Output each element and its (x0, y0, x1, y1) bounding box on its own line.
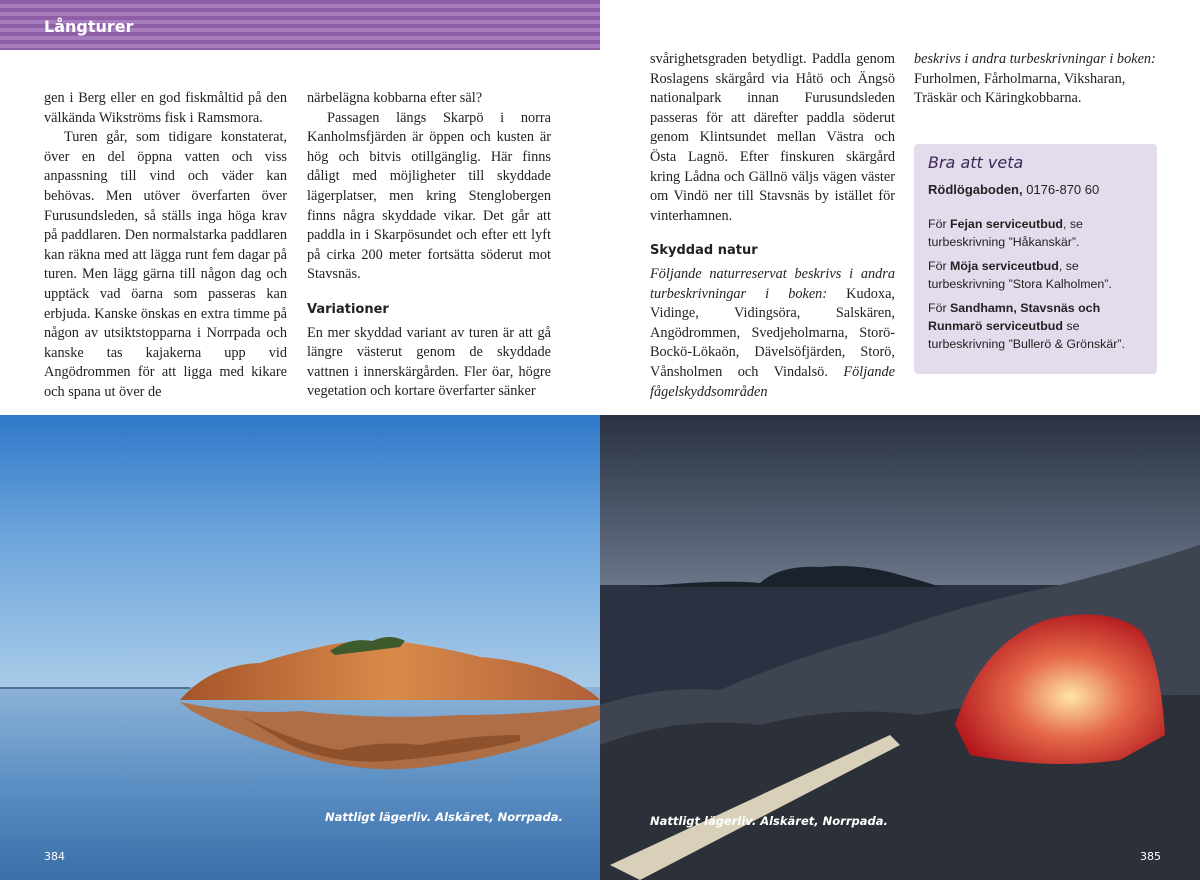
paragraph: gen i Berg eller en god fiskmåltid på den välkända Wikströms fisk i Ramsmora. (44, 90, 287, 126)
service-ref: För Fejan serviceutbud, se turbeskrivning ”Håkanskär”. (928, 217, 1083, 249)
info-box-title: Bra att veta (928, 153, 1024, 172)
text-column-1 (44, 89, 287, 403)
photo-caption-right: Nattligt lägerliv. Alskäret, Norrpada. (650, 814, 888, 828)
subheading-variationer: Variationer (307, 301, 389, 317)
paragraph-reserves (650, 265, 895, 402)
italic-tail: Följande fågelskyddsområden (650, 363, 895, 400)
bird-area-list: Furholmen, Fårholmarna, Viksharan, Träskär och Käringkobbarna. (914, 70, 1126, 107)
contact-name: Rödlögaboden, (928, 182, 1023, 197)
service-ref: För Sandhamn, Stavsnäs och Runmarö serviceutbud se turbeskrivning ”Bullerö & Grönskär”. (928, 301, 1125, 351)
reserve-list: Kudoxa, Vidinge, Vidingsöra, Salskären, Angödrommen, Svedjeholmarna, Storö-Bockö-Lökaön, Dävelsöfjärden, Storö, Vånsholmen och Vindalsö. (650, 285, 895, 380)
paragraph: Passagen längs Skarpö i norra Kanholmsfjärden är öppen och kusten är hög och bitvis otillgänglig. Här finns dåligt med möjligheter till skyddade lägerplatser, men kring Stenglobergen finns några skyddade vikar. Det går att paddla in i Skarpösundet och efter ett lyft på cirka 200 meter fortsätta söderut mot Stavsnäs. (307, 109, 551, 283)
text-column-3 (650, 50, 895, 402)
paragraph: närbelägna kobbarna efter säl? (307, 90, 483, 106)
italic-continuation: beskrivs i andra turbeskrivningar i boken: (914, 51, 1156, 67)
paragraph-bird-areas (914, 50, 1159, 109)
page-number-right: 385 (1140, 850, 1161, 863)
subheading-skyddad-natur: Skyddad natur (650, 243, 758, 259)
text-column-4 (914, 50, 1159, 109)
info-box (914, 144, 1157, 374)
italic-intro: Följande naturreservat beskrivs i andra turbeskrivningar i boken: (650, 265, 895, 302)
paragraph: svårighetsgraden betydligt. Paddla genom Roslagens skärgård via Håtö och Ängsö nationalpark innan Furusundsleden passeras för att därefter paddla söderut genom Klintsundet mellan Västra och Östa Lagnö. Efter finskuren skärgård kring Lådna och Gällnö väljs vägen väster om Vindö ner till Stavsnäs by istället för vinterhamnen. (650, 51, 895, 224)
contact-phone: 0176-870 60 (1022, 182, 1100, 197)
text-column-2 (307, 89, 551, 402)
photo-night-camp (600, 415, 1200, 880)
paragraph: En mer skyddad variant av turen är att gå längre västerut genom de skyddade vattnen i innerskärgården. Fler öar, högre vegetation och kortare överfarter sänker (307, 324, 551, 400)
contact-line (928, 181, 1143, 199)
section-title: Långturer (44, 17, 134, 36)
photo-caption-left: Nattligt lägerliv. Alskäret, Norrpada. (325, 810, 563, 824)
paragraph: Turen går, som tidigare konstaterat, över en del öppna vatten och viss anpassning till vind och väder kan behövas. Men utöver överfarten över Furusundsleden, så ställs inga höga krav på paddlaren. Den normalstarka paddlaren kan räkna med att lägga runt fem dagar på turen. Men lägg gärna till någon dag och upptäck vad öarna som passeras kan erbjuda. Kanske önskas en extra timme på någon av utsiktstopparna i Norrpada och kanske tas kajakerna upp vid Angödrommen för att ligga med kikare och spana ut över de (44, 129, 287, 400)
service-ref: För Möja serviceutbud, se turbeskrivning ”Stora Kalholmen”. (928, 259, 1112, 291)
page-number-left: 384 (44, 850, 65, 863)
photo-night-camp-image (600, 415, 1200, 880)
